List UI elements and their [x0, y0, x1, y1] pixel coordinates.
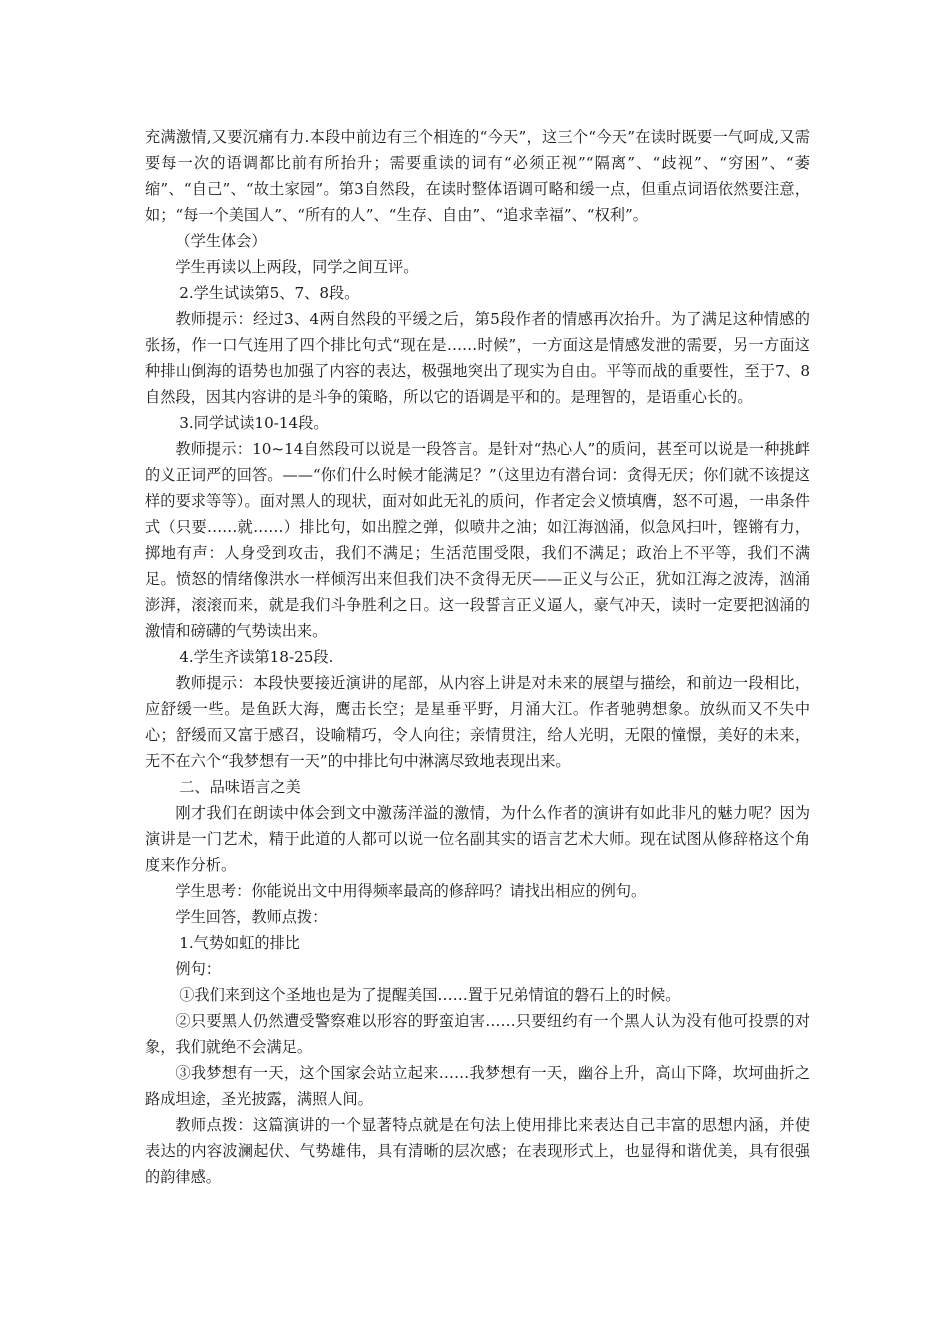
document-page: [145, 124, 810, 1190]
paragraph-step-2: 2.学生试读第5、7、8段。: [179, 284, 360, 302]
label-examples: 例句：: [175, 960, 221, 978]
paragraph-reread: 学生再读以上两段，同学之间互评。: [175, 258, 419, 276]
paragraph-student-experience: （学生体会）: [175, 232, 267, 250]
section-heading-language-beauty: 二、品味语言之美: [179, 778, 301, 796]
paragraph-teacher-guidance: 教师点拨：这篇演讲的一个显著特点就是在句法上使用排比来表达自己丰富的思想内涵，并使表达的内容波澜起伏、气势雄伟，具有清晰的层次感；在表现形式上，也显得和谐优美，具有很强的韵律感。: [145, 1116, 810, 1186]
paragraph-teacher-tip-1: 教师提示：经过3、4两自然段的平缓之后，第5段作者的情感再次抬升。为了满足这种情感的张扬，作一口气连用了四个排比句式“现在是……时候”，一方面这是情感发泄的需要，另一方面这种排山倒海的语势也加强了内容的表达，极强地突出了现实为自由。平等而战的重要性，至于7、8自然段，因其内容讲的是斗争的策略，所以它的语调是平和的。是理智的，是语重心长的。: [145, 310, 810, 406]
example-sentence-1: ①我们来到这个圣地也是为了提醒美国……置于兄弟情谊的磐石上的时候。: [179, 986, 681, 1004]
paragraph-student-answer: 学生回答，教师点拨：: [175, 908, 328, 926]
paragraph-continuation: 充满激情,又要沉痛有力.本段中前边有三个相连的“今天”，这三个“今天”在读时既要一气呵成,又需要每一次的语调都比前有所抬升；需要重读的词有“必须正视”“隔离”、“歧视”、“穷困”、“萎缩”、“自己”、“故土家园”。第3自然段，在读时整体语调可略和缓一点，但重点词语依然要注意，如；“每一个美国人”、“所有的人”、“生存、自由”、“追求幸福”、“权利”。: [145, 128, 810, 224]
paragraph-teacher-tip-3: 教师提示：本段快要接近演讲的尾部，从内容上讲是对未来的展望与描绘，和前边一段相比，应舒缓一些。是鱼跃大海，鹰击长空；是星垂平野，月涌大江。作者驰骋想象。放纵而又不失中心；舒缓而又富于感召，设喻精巧，令人向往；亲情贯注，给人光明，无限的憧憬，美好的未来，无不在六个“我梦想有一天”的中排比句中淋漓尽致地表现出来。: [145, 674, 810, 770]
paragraph-step-4: 4.学生齐读第18-25段.: [179, 648, 334, 666]
paragraph-student-think: 学生思考：你能说出文中用得频率最高的修辞吗？请找出相应的例句。: [175, 882, 647, 900]
subheading-parallelism: 1.气势如虹的排比: [179, 934, 300, 952]
paragraph-step-3: 3.同学试读10-14段。: [179, 414, 329, 432]
example-sentence-2: ②只要黑人仍然遭受警察难以形容的野蛮迫害……只要纽约有一个黑人认为没有他可投票的对象，我们就绝不会满足。: [145, 1012, 810, 1056]
example-sentence-3: ③我梦想有一天，这个国家会站立起来……我梦想有一天，幽谷上升，高山下降，坎坷曲折之路成坦途，圣光披露，满照人间。: [145, 1064, 810, 1108]
paragraph-teacher-tip-2: 教师提示：10~14自然段可以说是一段答言。是针对“热心人”的质问，甚至可以说是一种挑衅的义正词严的回答。——“你们什么时候才能满足？”（这里边有潜台词：贪得无厌；你们就不该提这样的要求等等）。面对黑人的现状，面对如此无礼的质问，作者定会义愤填膺，怒不可遏，一串条件式（只要……就……）排比句，如出膛之弹，似喷井之油；如江海汹涌，似急风扫叶，铿锵有力，掷地有声：人身受到攻击，我们不满足；生活范围受限，我们不满足；政治上不平等，我们不满足。愤怒的情绪像洪水一样倾泻出来但我们决不贪得无厌——正义与公正，犹如江海之波涛，汹涌澎湃，滚滚而来，就是我们斗争胜利之日。这一段誓言正义逼人，豪气冲天，读时一定要把汹涌的激情和磅礴的气势读出来。: [145, 440, 810, 640]
paragraph-intro-rhetoric: 刚才我们在朗读中体会到文中激荡洋溢的激情，为什么作者的演讲有如此非凡的魅力呢？因为演讲是一门艺术，精于此道的人都可以说一位名副其实的语言艺术大师。现在试图从修辞格这个角度来作分析。: [145, 804, 810, 874]
